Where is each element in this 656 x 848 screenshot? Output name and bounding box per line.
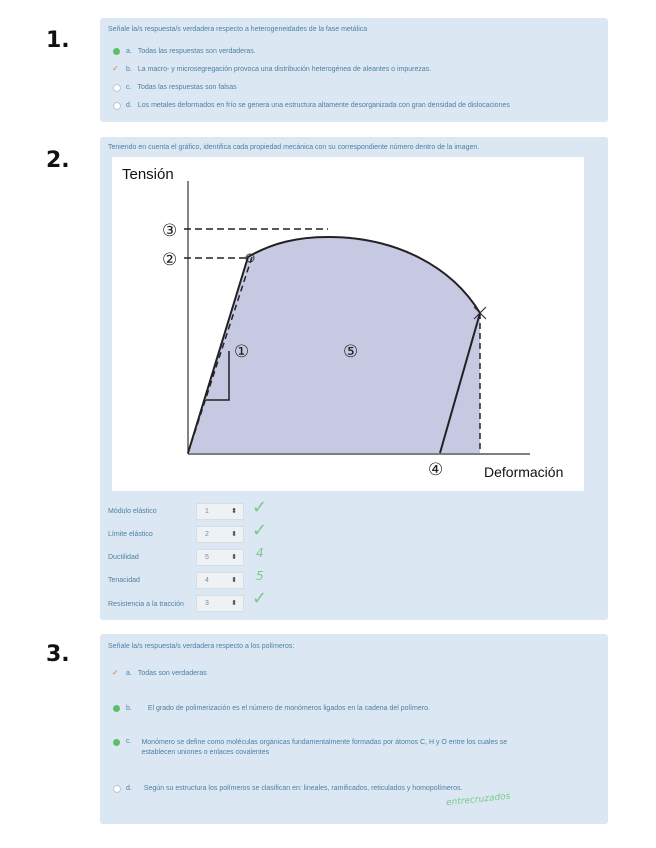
option-text: La macro- y microsegregación provoca una distribución heterogénea de aleantes o impurezas. bbox=[137, 66, 432, 73]
match-label-ductilidad: Ductilidad bbox=[108, 554, 139, 561]
radio-unselected-icon[interactable] bbox=[112, 101, 121, 110]
question-1-prompt: Señale la/s respuesta/s verdadera respecto a heterogeneidades de la fase metálica bbox=[108, 26, 368, 33]
match-select-modulo[interactable] bbox=[196, 503, 244, 520]
curve-area bbox=[188, 237, 480, 453]
y-axis-label: Tensión bbox=[122, 166, 174, 183]
option-text: El grado de polimerización es el número de monómeros ligados en la cadena del polímero. bbox=[147, 705, 430, 712]
stress-strain-diagram bbox=[112, 157, 584, 491]
select-arrow-icon: ⬍ bbox=[231, 577, 237, 584]
option-letter: b. bbox=[126, 66, 132, 73]
question-2-number: 2. bbox=[46, 148, 70, 173]
option-letter: a. bbox=[126, 670, 132, 677]
match-label-tenacidad: Tenacidad bbox=[108, 577, 140, 584]
marker-3: ③ bbox=[162, 221, 178, 241]
radio-unselected-icon[interactable] bbox=[112, 784, 121, 793]
select-value: 4 bbox=[205, 577, 209, 584]
q3-option-b[interactable] bbox=[112, 704, 430, 713]
q1-option-c[interactable] bbox=[112, 83, 237, 92]
option-letter: c. bbox=[126, 84, 132, 91]
option-text: Todas son verdaderas bbox=[137, 670, 207, 677]
q3-option-d[interactable] bbox=[112, 784, 463, 793]
marker-4: ④ bbox=[428, 460, 444, 480]
question-3-prompt: Señale la/s respuesta/s verdadera respecto a los polímeros: bbox=[108, 643, 295, 650]
x-axis-label: Deformación bbox=[484, 464, 564, 480]
q3-option-a[interactable] bbox=[112, 669, 207, 678]
match-label-modulo: Módulo elástico bbox=[108, 508, 157, 515]
q1-option-a[interactable] bbox=[112, 47, 256, 56]
handwritten-mark: ✓ bbox=[252, 497, 268, 518]
match-select-limite[interactable] bbox=[196, 526, 244, 543]
stress-strain-svg bbox=[112, 157, 584, 491]
q1-option-d[interactable] bbox=[112, 101, 510, 110]
marker-1: ① bbox=[234, 342, 250, 362]
radio-selected-icon[interactable] bbox=[112, 704, 121, 713]
handwritten-mark: ✓ bbox=[252, 520, 268, 541]
option-letter: c. bbox=[126, 738, 132, 745]
option-text: Monómero se define como moléculas orgánicas fundamentalmente formadas por átomos C, H y O entre los cuales se establecen uniones o enlaces covalentes bbox=[141, 739, 508, 756]
select-value: 1 bbox=[205, 508, 209, 515]
marker-5: ⑤ bbox=[343, 342, 359, 362]
handwritten-mark: 4 bbox=[256, 546, 264, 560]
question-1-number: 1. bbox=[46, 28, 70, 53]
match-select-tenacidad[interactable] bbox=[196, 572, 244, 589]
question-2-card bbox=[100, 137, 608, 620]
select-arrow-icon: ⬍ bbox=[231, 600, 237, 607]
question-3-card bbox=[100, 634, 608, 824]
select-value: 5 bbox=[205, 554, 209, 561]
question-3-number: 3. bbox=[46, 642, 70, 667]
radio-selected-icon[interactable] bbox=[112, 738, 121, 747]
match-label-resistencia: Resistencia a la tracción bbox=[108, 601, 184, 608]
handwritten-mark: ✓ bbox=[252, 588, 268, 609]
radio-unselected-icon[interactable] bbox=[112, 83, 121, 92]
select-value: 3 bbox=[205, 600, 209, 607]
option-text: Los metales deformados en frío se genera una estructura altamente desorganizada con gran densidad de dislocaciones bbox=[137, 102, 510, 109]
option-letter: d. bbox=[126, 102, 132, 109]
question-1-card bbox=[100, 18, 608, 122]
q3-option-c[interactable] bbox=[112, 738, 541, 758]
option-text: Todas las respuestas son falsas bbox=[137, 84, 237, 91]
radio-selected-icon[interactable] bbox=[112, 47, 121, 56]
select-arrow-icon: ⬍ bbox=[231, 554, 237, 561]
select-arrow-icon: ⬍ bbox=[231, 508, 237, 515]
match-label-limite: Límite elástico bbox=[108, 531, 153, 538]
check-icon[interactable]: ✓ bbox=[112, 64, 119, 73]
option-letter: d. bbox=[126, 785, 132, 792]
option-text: Todas las respuestas son verdaderas. bbox=[137, 48, 256, 55]
option-letter: a. bbox=[126, 48, 132, 55]
check-icon[interactable]: ✓ bbox=[112, 668, 119, 677]
select-value: 2 bbox=[205, 531, 209, 538]
match-select-ductilidad[interactable] bbox=[196, 549, 244, 566]
question-2-prompt: Teniendo en cuenta el gráfico, identifica cada propiedad mecánica con su correspondiente número dentro de la imagen. bbox=[108, 144, 480, 151]
handwritten-note: entrecruzados bbox=[445, 791, 511, 809]
q1-option-b[interactable] bbox=[112, 65, 431, 74]
marker-2: ② bbox=[162, 250, 178, 270]
option-text: Según su estructura los polímeros se clasifican en: lineales, ramificados, reticulados y homopolímeros. bbox=[143, 785, 463, 792]
select-arrow-icon: ⬍ bbox=[231, 531, 237, 538]
handwritten-mark: 5 bbox=[256, 569, 264, 583]
option-letter: b. bbox=[126, 705, 132, 712]
match-select-resistencia[interactable] bbox=[196, 595, 244, 612]
